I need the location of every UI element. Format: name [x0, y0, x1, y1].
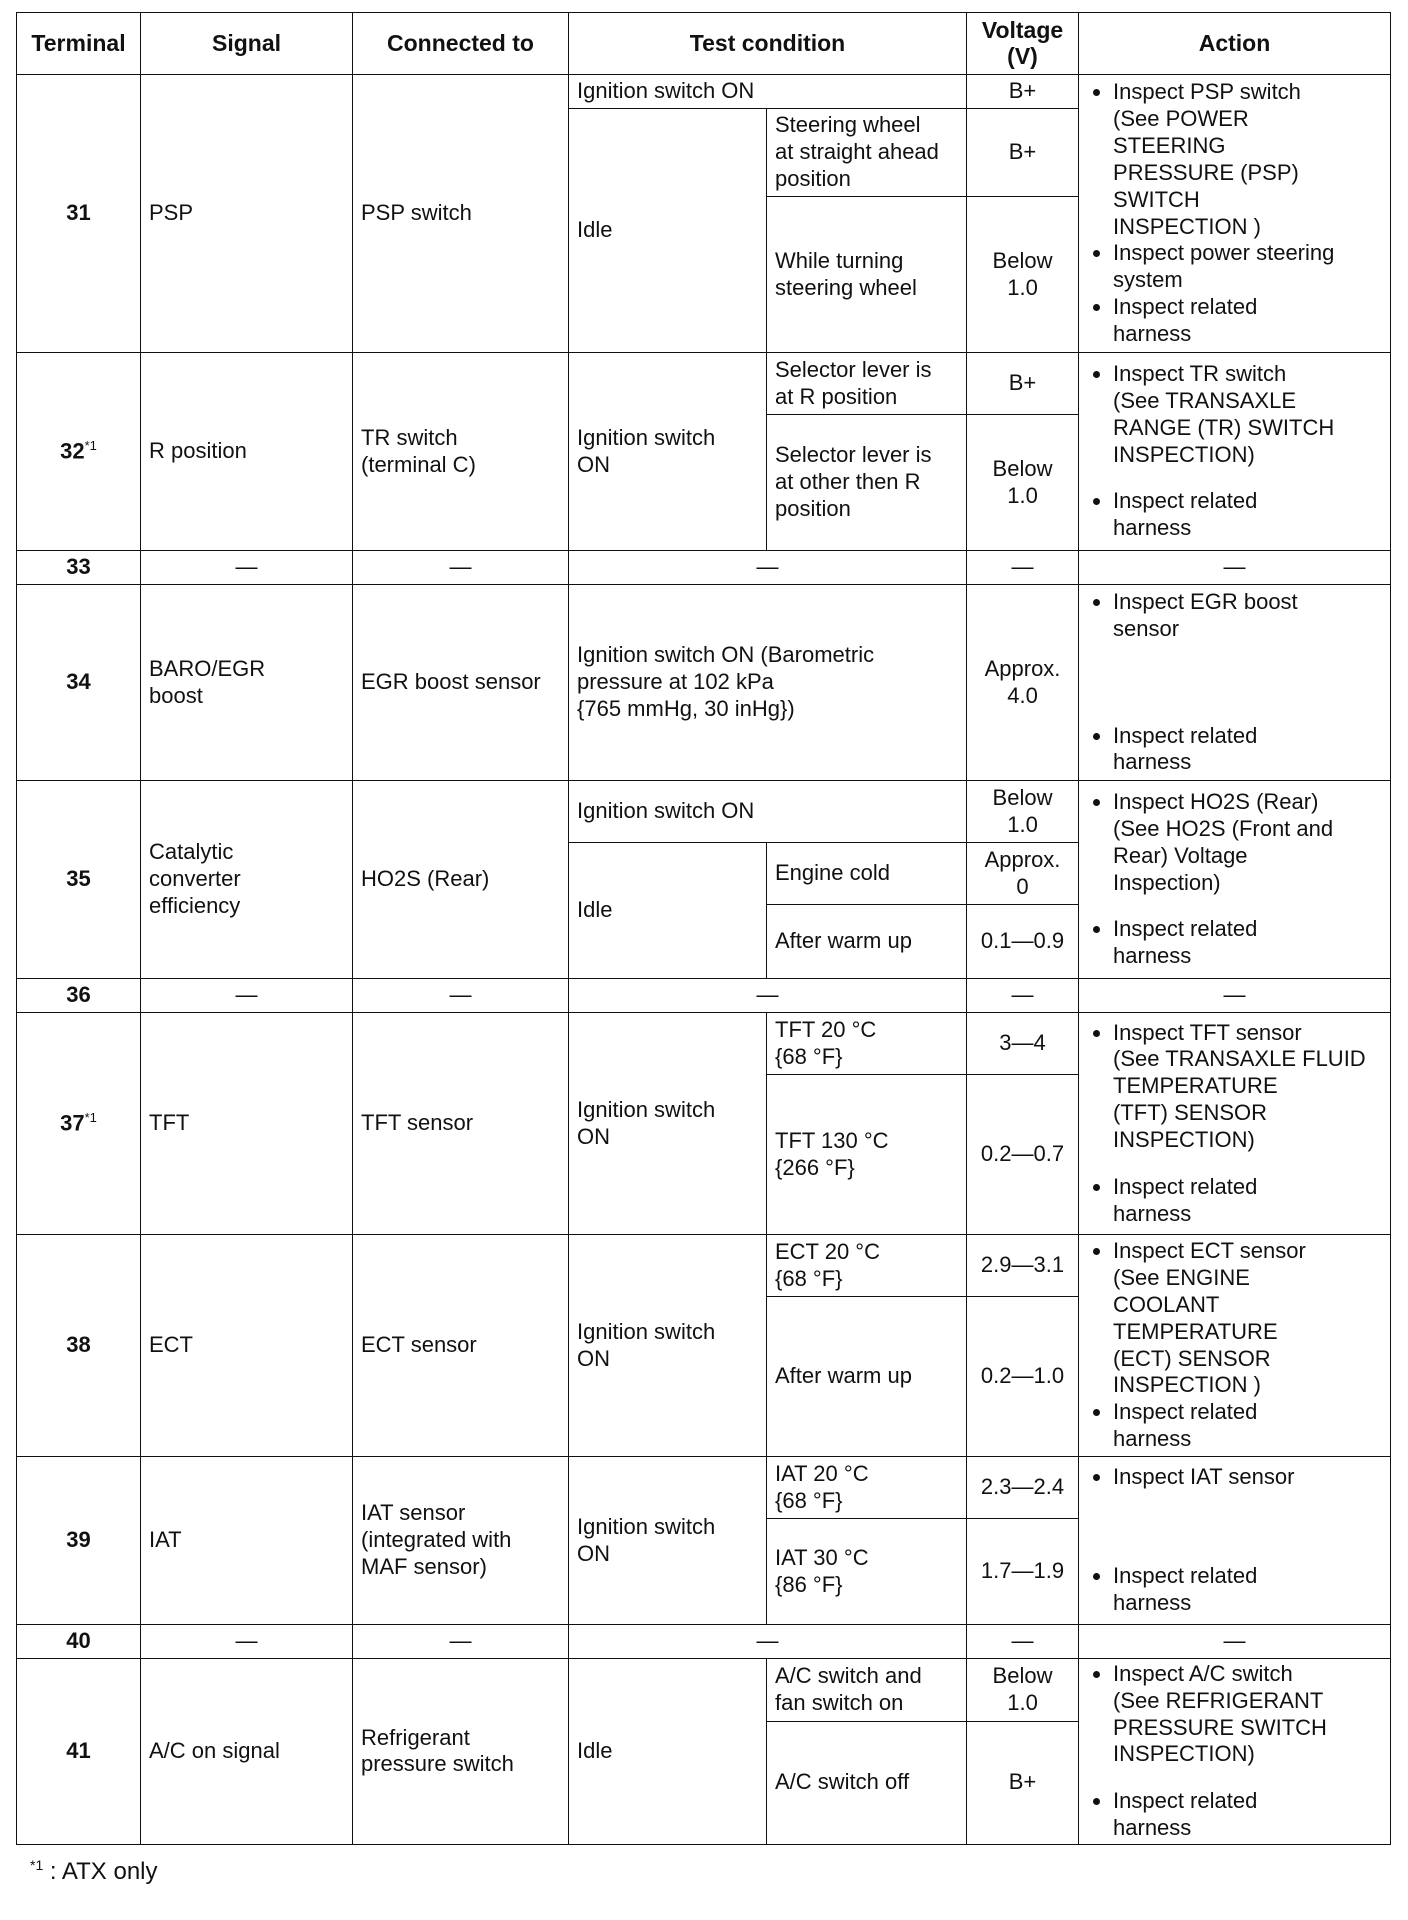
test-condition-cell: Ignition switch ON — [569, 75, 967, 109]
empty-cell: — — [353, 1625, 569, 1659]
action-item: • Inspect PSP switch (See POWER STEERING PRESSURE (PSP) SWITCH INSPECTION ) — [1113, 79, 1382, 240]
sub-condition-cell: TFT 130 °C {266 °F} — [767, 1075, 967, 1235]
action-cell — [1079, 1457, 1391, 1625]
empty-cell: — — [967, 551, 1079, 585]
terminal-voltage-table — [16, 12, 1391, 1845]
signal-cell: PSP — [141, 75, 353, 353]
action-item: • Inspect related harness — [1113, 723, 1382, 777]
test-condition-cell: Ignition switch ON — [569, 353, 767, 551]
sub-condition-cell: IAT 30 °C {86 °F} — [767, 1519, 967, 1625]
sub-condition-cell: IAT 20 °C {68 °F} — [767, 1457, 967, 1519]
action-item: • Inspect A/C switch (See REFRIGERANT PRESSURE SWITCH INSPECTION) — [1113, 1661, 1382, 1768]
action-cell — [1079, 781, 1391, 979]
test-condition-cell: Ignition switch ON — [569, 1013, 767, 1235]
sub-condition-cell: A/C switch off — [767, 1721, 967, 1844]
voltage-cell: Below 1.0 — [967, 415, 1079, 551]
action-cell — [1079, 1659, 1391, 1845]
connected-to-cell: PSP switch — [353, 75, 569, 353]
action-item: • Inspect related harness — [1113, 1399, 1382, 1453]
action-item: • Inspect power steering system — [1113, 240, 1382, 294]
empty-cell: — — [141, 1625, 353, 1659]
footnote — [30, 1857, 158, 1886]
test-condition-cell: Idle — [569, 1659, 767, 1845]
voltage-cell: 0.1—0.9 — [967, 905, 1079, 979]
empty-cell: — — [1079, 551, 1391, 585]
header-connected-to: Connected to — [353, 13, 569, 75]
action-cell — [1079, 1235, 1391, 1457]
footnote-mark: *1 — [30, 1857, 44, 1873]
terminal-cell: 36 — [17, 979, 141, 1013]
sub-condition-cell: Selector lever is at other then R position — [767, 415, 967, 551]
sub-condition-cell: TFT 20 °C {68 °F} — [767, 1013, 967, 1075]
empty-cell: — — [141, 551, 353, 585]
action-item: • Inspect TR switch (See TRANSAXLE RANGE (TR) SWITCH INSPECTION) — [1113, 361, 1382, 468]
header-row — [17, 13, 1391, 75]
signal-cell: BARO/EGR boost — [141, 585, 353, 781]
sub-condition-cell: After warm up — [767, 905, 967, 979]
action-cell — [1079, 1013, 1391, 1235]
test-condition-cell: Idle — [569, 843, 767, 979]
terminal-cell: 31 — [17, 75, 141, 353]
terminal-cell: 38 — [17, 1235, 141, 1457]
action-item: • Inspect related harness — [1113, 1788, 1382, 1842]
header-voltage: Voltage (V) — [967, 13, 1079, 75]
table-row — [17, 979, 1391, 1013]
action-item: • Inspect ECT sensor (See ENGINE COOLANT TEMPERATURE (ECT) SENSOR INSPECTION ) — [1113, 1238, 1382, 1399]
signal-cell: Catalytic converter efficiency — [141, 781, 353, 979]
sub-condition-cell: Engine cold — [767, 843, 967, 905]
table-row — [17, 1457, 1391, 1519]
table-row — [17, 551, 1391, 585]
action-item: • Inspect HO2S (Rear) (See HO2S (Front and Rear) Voltage Inspection) — [1113, 789, 1382, 896]
empty-cell: — — [569, 979, 967, 1013]
voltage-cell: B+ — [967, 1721, 1079, 1844]
action-item: • Inspect EGR boost sensor — [1113, 589, 1382, 643]
sub-condition-cell: While turning steering wheel — [767, 197, 967, 353]
action-item: • Inspect related harness — [1113, 1174, 1382, 1228]
test-condition-cell: Ignition switch ON — [569, 1235, 767, 1457]
voltage-cell: B+ — [967, 75, 1079, 109]
connected-to-cell: EGR boost sensor — [353, 585, 569, 781]
signal-cell: R position — [141, 353, 353, 551]
footnote-mark: *1 — [84, 1109, 97, 1125]
action-item: • Inspect TFT sensor (See TRANSAXLE FLUID TEMPERATURE (TFT) SENSOR INSPECTION) — [1113, 1020, 1382, 1154]
action-cell — [1079, 353, 1391, 551]
voltage-cell: Below 1.0 — [967, 197, 1079, 353]
terminal-cell: 39 — [17, 1457, 141, 1625]
action-item: • Inspect related harness — [1113, 488, 1382, 542]
table-row — [17, 1235, 1391, 1297]
table-row — [17, 1625, 1391, 1659]
signal-cell: TFT — [141, 1013, 353, 1235]
empty-cell: — — [569, 551, 967, 585]
test-condition-cell: Ignition switch ON — [569, 781, 967, 843]
sub-condition-cell: Steering wheel at straight ahead position — [767, 109, 967, 197]
test-condition-cell: Idle — [569, 109, 767, 353]
empty-cell: — — [967, 979, 1079, 1013]
voltage-cell: 2.3—2.4 — [967, 1457, 1079, 1519]
voltage-cell: Below 1.0 — [967, 781, 1079, 843]
terminal-cell: 32$^{*1}$ — [17, 353, 141, 551]
voltage-cell: Approx. 0 — [967, 843, 1079, 905]
empty-cell: — — [1079, 979, 1391, 1013]
connected-to-cell: Refrigerant pressure switch — [353, 1659, 569, 1845]
signal-cell: ECT — [141, 1235, 353, 1457]
table-row — [17, 353, 1391, 415]
header-signal: Signal — [141, 13, 353, 75]
voltage-cell: 0.2—0.7 — [967, 1075, 1079, 1235]
sub-condition-cell: Selector lever is at R position — [767, 353, 967, 415]
voltage-cell: Approx. 4.0 — [967, 585, 1079, 781]
terminal-cell: 40 — [17, 1625, 141, 1659]
signal-cell: IAT — [141, 1457, 353, 1625]
table-row — [17, 1013, 1391, 1075]
connected-to-cell: TR switch (terminal C) — [353, 353, 569, 551]
connected-to-cell: ECT sensor — [353, 1235, 569, 1457]
header-action: Action — [1079, 13, 1391, 75]
voltage-cell: B+ — [967, 109, 1079, 197]
voltage-cell: Below 1.0 — [967, 1659, 1079, 1722]
action-item: • Inspect related harness — [1113, 1563, 1382, 1617]
table-row — [17, 781, 1391, 843]
connected-to-cell: TFT sensor — [353, 1013, 569, 1235]
connected-to-cell: IAT sensor (integrated with MAF sensor) — [353, 1457, 569, 1625]
empty-cell: — — [353, 551, 569, 585]
connected-to-cell: HO2S (Rear) — [353, 781, 569, 979]
table-row — [17, 585, 1391, 781]
terminal-cell: 41 — [17, 1659, 141, 1845]
terminal-cell: 35 — [17, 781, 141, 979]
terminal-cell: 33 — [17, 551, 141, 585]
footnote-text: : ATX only — [43, 1858, 158, 1885]
empty-cell: — — [967, 1625, 1079, 1659]
action-cell — [1079, 585, 1391, 781]
terminal-cell: 37$^{*1}$ — [17, 1013, 141, 1235]
empty-cell: — — [353, 979, 569, 1013]
voltage-cell: 2.9—3.1 — [967, 1235, 1079, 1297]
footnote-mark: *1 — [84, 437, 97, 453]
empty-cell: — — [569, 1625, 967, 1659]
voltage-cell: B+ — [967, 353, 1079, 415]
sub-condition-cell: After warm up — [767, 1297, 967, 1457]
voltage-cell: 0.2—1.0 — [967, 1297, 1079, 1457]
voltage-cell: 3—4 — [967, 1013, 1079, 1075]
test-condition-cell: Ignition switch ON (Barometric pressure at 102 kPa {765 mmHg, 30 inHg}) — [569, 585, 967, 781]
header-terminal: Terminal — [17, 13, 141, 75]
empty-cell: — — [141, 979, 353, 1013]
terminal-cell: 34 — [17, 585, 141, 781]
action-item: • Inspect IAT sensor — [1113, 1464, 1382, 1491]
action-item: • Inspect related harness — [1113, 916, 1382, 970]
test-condition-cell: Ignition switch ON — [569, 1457, 767, 1625]
table-row — [17, 75, 1391, 109]
action-item: • Inspect related harness — [1113, 294, 1382, 348]
sub-condition-cell: ECT 20 °C {68 °F} — [767, 1235, 967, 1297]
table-row — [17, 1659, 1391, 1722]
empty-cell: — — [1079, 1625, 1391, 1659]
signal-cell: A/C on signal — [141, 1659, 353, 1845]
sub-condition-cell: A/C switch and fan switch on — [767, 1659, 967, 1722]
action-cell — [1079, 75, 1391, 353]
voltage-cell: 1.7—1.9 — [967, 1519, 1079, 1625]
header-test-condition: Test condition — [569, 13, 967, 75]
